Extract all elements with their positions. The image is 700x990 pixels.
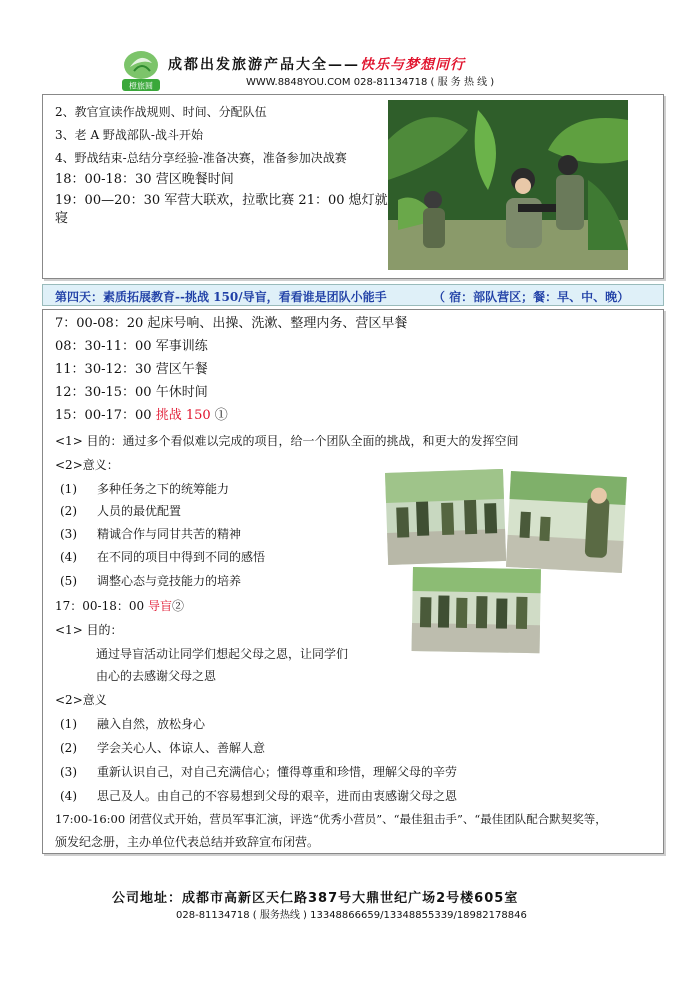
top-line-5: 19：00—20：30 军营大联欢，拉歌比赛 21：00 熄灯就 <box>55 193 388 208</box>
top-line-4: 18：00-18：30 营区晚餐时间 <box>55 172 234 187</box>
meaning-1-num-5: (5) <box>60 574 77 588</box>
closing-line-b: 颁发纪念册，主办单位代表总结并致辞宣布闭营。 <box>55 835 320 849</box>
schedule-line-3: 11：30-12：30 营区午餐 <box>55 362 208 377</box>
s6-activity: 导盲 <box>147 599 172 613</box>
s5-mark: ① <box>210 408 228 423</box>
footer-address: 公司地址：成都市高新区天仁路387号大鼎世纪广场2号楼605室 <box>112 891 519 906</box>
schedule-line-1: 7：00-08：20 起床号响、出操、洗漱、整理内务、营区早餐 <box>55 316 408 331</box>
meaning-2-num-3: (3) <box>60 765 77 779</box>
header-title <box>168 54 465 74</box>
meaning-1-text-2: 人员的最优配置 <box>97 504 182 518</box>
s5-time: 15：00-17：00 <box>55 408 156 423</box>
meaning-1-num-3: (3) <box>60 527 77 541</box>
meaning-2-text-4: 思己及人。由自己的不容易想到父母的艰辛，进而由衷感谢父母之恩 <box>97 789 458 803</box>
top-line-3: 4、野战结束-总结分享经验-准备决赛，准备参加决战赛 <box>55 151 347 165</box>
meaning-1-text-3: 精诚合作与同甘共苦的精神 <box>97 527 242 541</box>
meaning-2-title: <2>意义 <box>55 693 107 707</box>
meaning-1-text-4: 在不同的项目中得到不同的感悟 <box>97 550 266 564</box>
s6-mark: ② <box>171 599 184 613</box>
goal-1: <1> 目的：通过多个看似难以完成的项目，给一个团队全面的挑战，和更大的发挥空间 <box>55 434 519 448</box>
top-line-1: 2、教官宣读作战规则、时间、分配队伍 <box>55 105 267 119</box>
meaning-1-title: <2>意义： <box>55 458 119 472</box>
header-slogan: 快乐与梦想同行 <box>360 57 465 73</box>
schedule-line-2: 08：30-11：00 军事训练 <box>55 339 208 354</box>
meaning-2-text-1: 融入自然，放松身心 <box>97 717 206 731</box>
meaning-2-text-2: 学会关心人、体谅人、善解人意 <box>97 741 266 755</box>
field-combat-photo <box>388 100 628 270</box>
goal-2-line-b: 由心的去感谢父母之恩 <box>96 669 217 683</box>
meaning-1-num-2: (2) <box>60 504 77 518</box>
meaning-1-num-4: (4) <box>60 550 77 564</box>
team-activity-collage <box>383 469 631 657</box>
footer-phones: 028-81134718 ( 服务热线 ) 13348866659/13348855339/18982178846 <box>176 910 527 921</box>
meaning-2-num-4: (4) <box>60 789 77 803</box>
header-contact: WWW.8848YOU.COM 028-81134718 ( 服 务 热 线 ) <box>246 77 495 88</box>
meaning-1-text-1: 多种任务之下的统筹能力 <box>97 482 230 496</box>
goal-2-title: <1> 目的： <box>55 623 123 637</box>
logo-text: 橙旅圆 <box>129 81 153 91</box>
s5-activity: 挑战 150 <box>155 408 211 423</box>
meaning-1-text-5: 调整心态与竞技能力的培养 <box>97 574 242 588</box>
day4-note: （ 宿：部队营区；餐：早、中、晚） <box>433 290 630 304</box>
s6-time: 17：00-18：00 <box>55 599 148 613</box>
company-logo <box>118 49 164 93</box>
meaning-2-text-3: 重新认识自己，对自己充满信心；懂得尊重和珍惜，理解父母的辛劳 <box>97 765 458 779</box>
top-line-2: 3、老 A 野战部队-战斗开始 <box>55 128 203 142</box>
header-title-text: 成都出发旅游产品大全—— <box>168 57 360 73</box>
meaning-2-num-1: (1) <box>60 717 77 731</box>
goal-2-line-a: 通过导盲活动让同学们想起父母之恩，让同学们 <box>96 647 349 661</box>
schedule-line-5 <box>55 408 228 424</box>
schedule-line-6 <box>55 598 184 614</box>
closing-line-a: 17:00-16:00 闭营仪式开始，营员军事汇演，评选“优秀小营员”、“最佳狙击手”、“最佳团队配合默契奖等， <box>55 812 607 826</box>
meaning-2-num-2: (2) <box>60 741 77 755</box>
meaning-1-num-1: (1) <box>60 482 77 496</box>
day4-title: 第四天：素质拓展教育--挑战 150/导盲，看看谁是团队小能手 <box>55 290 387 304</box>
top-line-6: 寝 <box>55 211 69 226</box>
schedule-line-4: 12：30-15：00 午休时间 <box>55 385 208 400</box>
